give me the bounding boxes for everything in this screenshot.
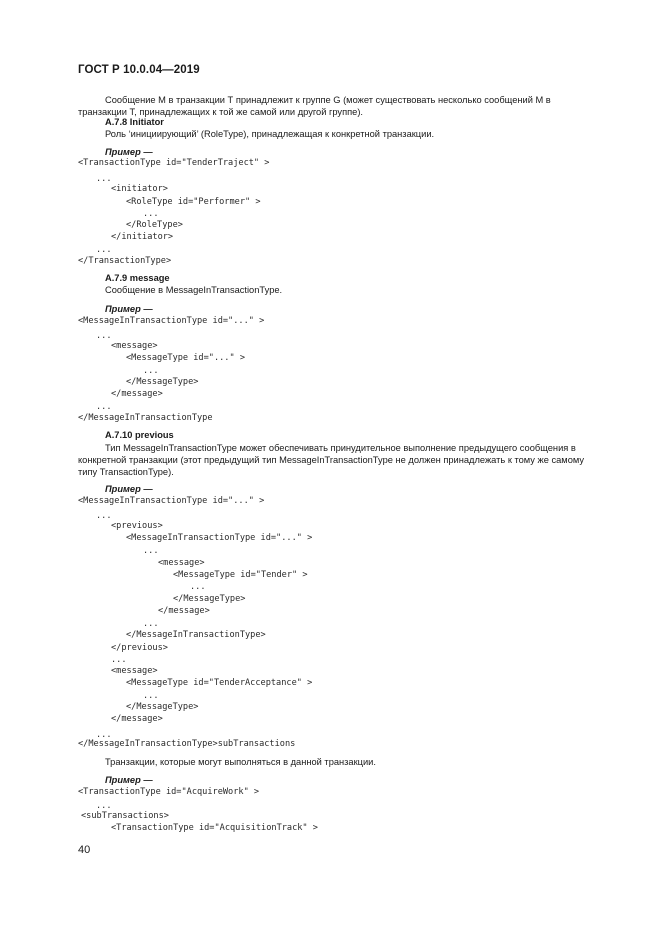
code-line: </TransactionType>: [78, 256, 172, 266]
code-line: ...: [143, 209, 159, 219]
intro-paragraph: Сообщение М в транзакции Т принадлежит к группе G (может существовать несколько сообщений М в транзакции Т, принадлежащих к той же самой или другой группе).: [78, 95, 551, 117]
code-line: ...: [143, 619, 159, 629]
code-line: ...: [96, 801, 112, 811]
code-line: <RoleType id="Performer" >: [126, 197, 261, 207]
section-a79-text: Сообщение в MessageInTransactionType.: [105, 285, 283, 295]
code-line: <TransactionType id="AcquisitionTrack" >: [111, 823, 318, 833]
code-line: ...: [96, 331, 112, 341]
code-line: </RoleType>: [126, 220, 183, 230]
code-line: ...: [190, 582, 206, 592]
section-a78-example-label: Пример —: [105, 147, 153, 157]
code-line: </MessageInTransactionType>: [126, 630, 266, 640]
section-a79-example-label: Пример —: [105, 304, 153, 314]
code-line: ...: [143, 366, 159, 376]
code-line: </message>: [111, 714, 163, 724]
code-line: <MessageType id="..." >: [126, 353, 245, 363]
section-a78-text: Роль ‘инициирующий’ (RoleType), принадлежащая к конкретной транзакции.: [105, 129, 435, 139]
code-line: ...: [96, 402, 112, 412]
code-line: <TransactionType id="TenderTraject" >: [78, 158, 270, 168]
code-line: <MessageType id="TenderAcceptance" >: [126, 678, 313, 688]
code-line: ...: [143, 691, 159, 701]
code-line: ...: [96, 730, 112, 740]
subtransactions-example-label: Пример —: [105, 775, 153, 785]
code-line: ...: [96, 511, 112, 521]
code-line: <TransactionType id="AcquireWork" >: [78, 787, 260, 797]
code-line: <message>: [111, 341, 158, 351]
code-line: </MessageType>: [126, 377, 199, 387]
section-a79-title: A.7.9 message: [105, 273, 170, 283]
code-line: </MessageType>: [173, 594, 246, 604]
code-line: <initiator>: [111, 184, 168, 194]
code-line: <previous>: [111, 521, 163, 531]
code-line: </message>: [111, 389, 163, 399]
code-line: ...: [96, 174, 112, 184]
subtransactions-text: Транзакции, которые могут выполняться в данной транзакции.: [105, 757, 376, 767]
code-line: </MessageType>: [126, 702, 199, 712]
code-line: </MessageInTransactionType: [78, 413, 213, 423]
code-line: </initiator>: [111, 232, 174, 242]
code-line: ...: [96, 245, 112, 255]
code-line: <MessageInTransactionType id="..." >: [78, 316, 265, 326]
code-line: </previous>: [111, 643, 168, 653]
section-a710-text: Тип MessageInTransactionType может обеспечивать принудительное выполнение предыдущего сообщения в конкретной транзакции (этот предыдущий тип MessageInTransactionType не должен принадлежать к тому же самому типу TransactionType).: [78, 443, 585, 477]
code-line: </message>: [158, 606, 210, 616]
code-line: <message>: [158, 558, 205, 568]
code-line: <MessageInTransactionType id="..." >: [78, 496, 265, 506]
code-line: <subTransactions>: [81, 811, 169, 821]
code-line: ...: [111, 655, 127, 665]
section-a710-title: A.7.10 previous: [105, 430, 174, 440]
section-a78-title: A.7.8 Initiator: [105, 117, 164, 127]
code-line: <message>: [111, 666, 158, 676]
document-header: ГОСТ Р 10.0.04—2019: [78, 64, 200, 76]
code-line: <MessageType id="Tender" >: [173, 570, 308, 580]
code-line: <MessageInTransactionType id="..." >: [126, 533, 313, 543]
code-line: </MessageInTransactionType>subTransactions: [78, 739, 296, 749]
code-line: ...: [143, 546, 159, 556]
page-number: 40: [78, 844, 91, 856]
section-a710-example-label: Пример —: [105, 484, 153, 494]
